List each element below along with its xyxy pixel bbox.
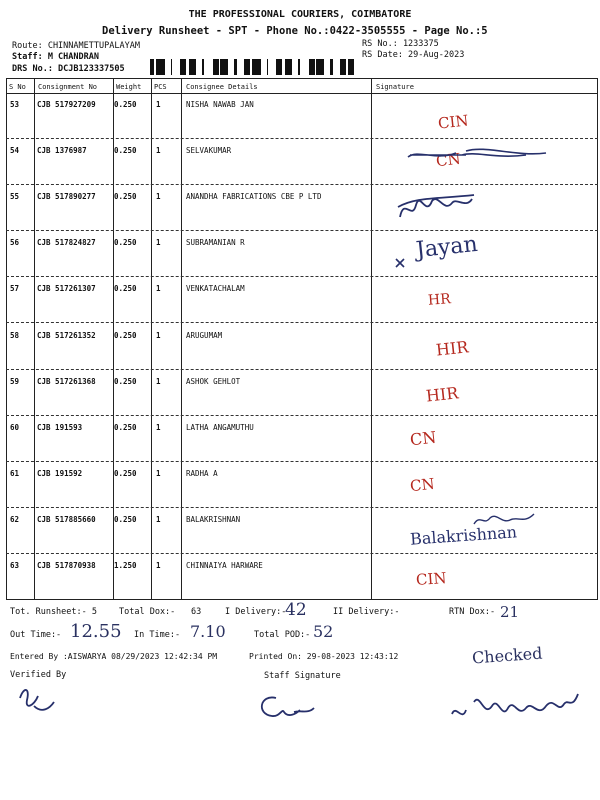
runsheet-table	[6, 78, 598, 600]
row-pcs: 1	[156, 284, 161, 294]
row-weight: 0.250	[114, 514, 137, 524]
verifier-signature	[14, 680, 74, 720]
rtn-dox-label: RTN Dox:-	[449, 607, 496, 617]
row-consignee: VENKATACHALAM	[186, 284, 245, 294]
checked-handwriting: Checked	[471, 643, 543, 668]
table-row	[6, 462, 598, 508]
row-pcs: 1	[156, 468, 161, 478]
row-weight: 0.250	[114, 192, 137, 202]
table-row	[6, 93, 598, 139]
table-row	[6, 231, 598, 277]
row-consignee: BALAKRISHNAN	[186, 514, 241, 524]
row-weight: 0.250	[114, 146, 137, 156]
row-sno: 63	[10, 561, 20, 570]
row-consignment: CJB 517261352	[37, 330, 96, 340]
x-mark	[392, 255, 408, 271]
in-time-value: 7.10	[190, 622, 226, 641]
rs-date: RS Date: 29-Aug-2023	[362, 50, 465, 60]
row-sno: 59	[10, 376, 20, 386]
row-signature-mark: CN	[409, 474, 436, 496]
staff-label: Staff: M CHANDRAN	[12, 52, 99, 62]
ii-delivery-label: II Delivery:-	[333, 607, 400, 617]
row-consignment: CJB 517885660	[37, 514, 96, 524]
col-header-consignment: Consignment No	[38, 83, 98, 91]
row-signature-mark: Balakrishnan	[409, 522, 518, 549]
row-consignment: CJB 517890277	[37, 192, 96, 202]
col-header-pcs: PCS	[154, 83, 167, 91]
total-dox-value: 63	[191, 607, 202, 617]
i-delivery-value: 42	[285, 600, 307, 620]
row-pcs: 1	[156, 330, 161, 340]
row-consignment: CJB 517870938	[37, 561, 96, 570]
row-weight: 0.250	[114, 284, 137, 294]
initial-signature	[470, 508, 550, 530]
row-weight: 0.250	[114, 376, 137, 386]
row-weight: 0.250	[114, 100, 137, 109]
row-consignment: CJB 517261368	[37, 376, 96, 386]
row-sno: 54	[10, 146, 20, 156]
row-weight: 0.250	[114, 330, 137, 340]
row-consignment: CJB 517261307	[37, 284, 96, 294]
col-header-sno: S No	[9, 83, 26, 91]
row-consignee: NISHA NAWAB JAN	[186, 100, 254, 109]
row-consignee: ARUGUMAM	[186, 330, 223, 340]
table-row	[6, 554, 598, 600]
row-sno: 53	[10, 100, 20, 109]
row-consignment: CJB 517927209	[37, 100, 96, 109]
struck-signature	[406, 143, 556, 169]
rtn-dox-value: 21	[500, 603, 520, 621]
row-consignee: RADHA A	[186, 468, 218, 478]
row-signature-mark: HR	[427, 291, 452, 310]
row-consignee: CHINNAIYA HARWARE	[186, 561, 263, 570]
total-pod-value: 52	[313, 622, 334, 641]
row-weight: 0.250	[114, 238, 137, 248]
total-dox-label: Total Dox:-	[119, 607, 176, 617]
row-sno: 56	[10, 238, 20, 248]
in-time-label: In Time:-	[134, 630, 181, 640]
out-time-value: 12.55	[70, 621, 122, 642]
row-signature-mark: CN	[435, 149, 462, 171]
row-sno: 61	[10, 468, 20, 478]
out-time-label: Out Time:-	[10, 630, 62, 640]
row-sno: 57	[10, 284, 20, 294]
row-sno: 62	[10, 514, 20, 524]
table-row	[6, 277, 598, 323]
row-weight: 0.250	[114, 422, 137, 432]
verified-by-label: Verified By	[10, 670, 67, 680]
tamil-signature	[446, 684, 586, 730]
row-signature-mark: HIR	[435, 336, 470, 360]
tot-runsheet: Tot. Runsheet:- 5	[10, 607, 97, 617]
row-consignment: CJB 191592	[37, 468, 83, 478]
row-signature-mark: HIR	[425, 382, 460, 406]
row-consignment: CJB 191593	[37, 422, 83, 432]
table-row	[6, 416, 598, 462]
row-pcs: 1	[156, 514, 161, 524]
row-sno: 60	[10, 422, 20, 432]
printed-on: Printed On: 29-08-2023 12:43:12	[249, 652, 399, 661]
row-signature-mark: CIN	[437, 111, 470, 133]
i-delivery-label: I Delivery:-	[225, 607, 287, 617]
row-sno: 55	[10, 192, 20, 202]
row-weight: 1.250	[114, 561, 137, 570]
row-pcs: 1	[156, 192, 161, 202]
row-pcs: 1	[156, 146, 161, 156]
row-pcs: 1	[156, 238, 161, 248]
row-consignment: CJB 517824827	[37, 238, 96, 248]
row-weight: 0.250	[114, 468, 137, 478]
row-consignee: SUBRAMANIAN R	[186, 238, 245, 248]
row-consignee: LATHA ANGAMUTHU	[186, 422, 254, 432]
row-signature-mark: CIN	[415, 568, 448, 590]
company-name: THE PROFESSIONAL COURIERS, COIMBATORE	[188, 9, 412, 20]
row-pcs: 1	[156, 561, 161, 570]
col-header-signature: Signature	[376, 83, 414, 91]
row-consignee: ASHOK GEHLOT	[186, 376, 241, 386]
row-sno: 58	[10, 330, 20, 340]
row-pcs: 1	[156, 376, 161, 386]
row-pcs: 1	[156, 100, 161, 109]
scribble-signature	[396, 187, 486, 227]
table-row	[6, 185, 598, 231]
col-header-weight: Weight	[116, 83, 142, 91]
barcode-image	[150, 59, 354, 75]
drs-number: DRS No.: DCJB123337505	[12, 64, 125, 74]
row-pcs: 1	[156, 422, 161, 432]
entered-by: Entered By :AISWARYA 08/29/2023 12:42:34 PM	[10, 652, 218, 661]
row-signature-mark: Jayan	[414, 232, 479, 264]
route-label: Route: CHINNAMETTUPALAYAM	[12, 41, 140, 51]
staff-signature-label: Staff Signature	[264, 671, 341, 681]
runsheet-title: Delivery Runsheet - SPT - Phone No.:0422-3505555 - Page No.:5	[102, 25, 488, 37]
rs-number: RS No.: 1233375	[362, 39, 439, 49]
row-consignee: SELVAKUMAR	[186, 146, 232, 156]
row-signature-mark: CN	[409, 427, 438, 450]
table-row	[6, 324, 598, 370]
row-consignment: CJB 1376987	[37, 146, 87, 156]
total-pod-label: Total POD:-	[254, 630, 311, 640]
table-row	[6, 370, 598, 416]
staff-signature	[250, 690, 320, 726]
row-consignee: ANANDHA FABRICATIONS CBE P LTD	[186, 192, 322, 202]
col-header-consignee: Consignee Details	[186, 83, 258, 91]
